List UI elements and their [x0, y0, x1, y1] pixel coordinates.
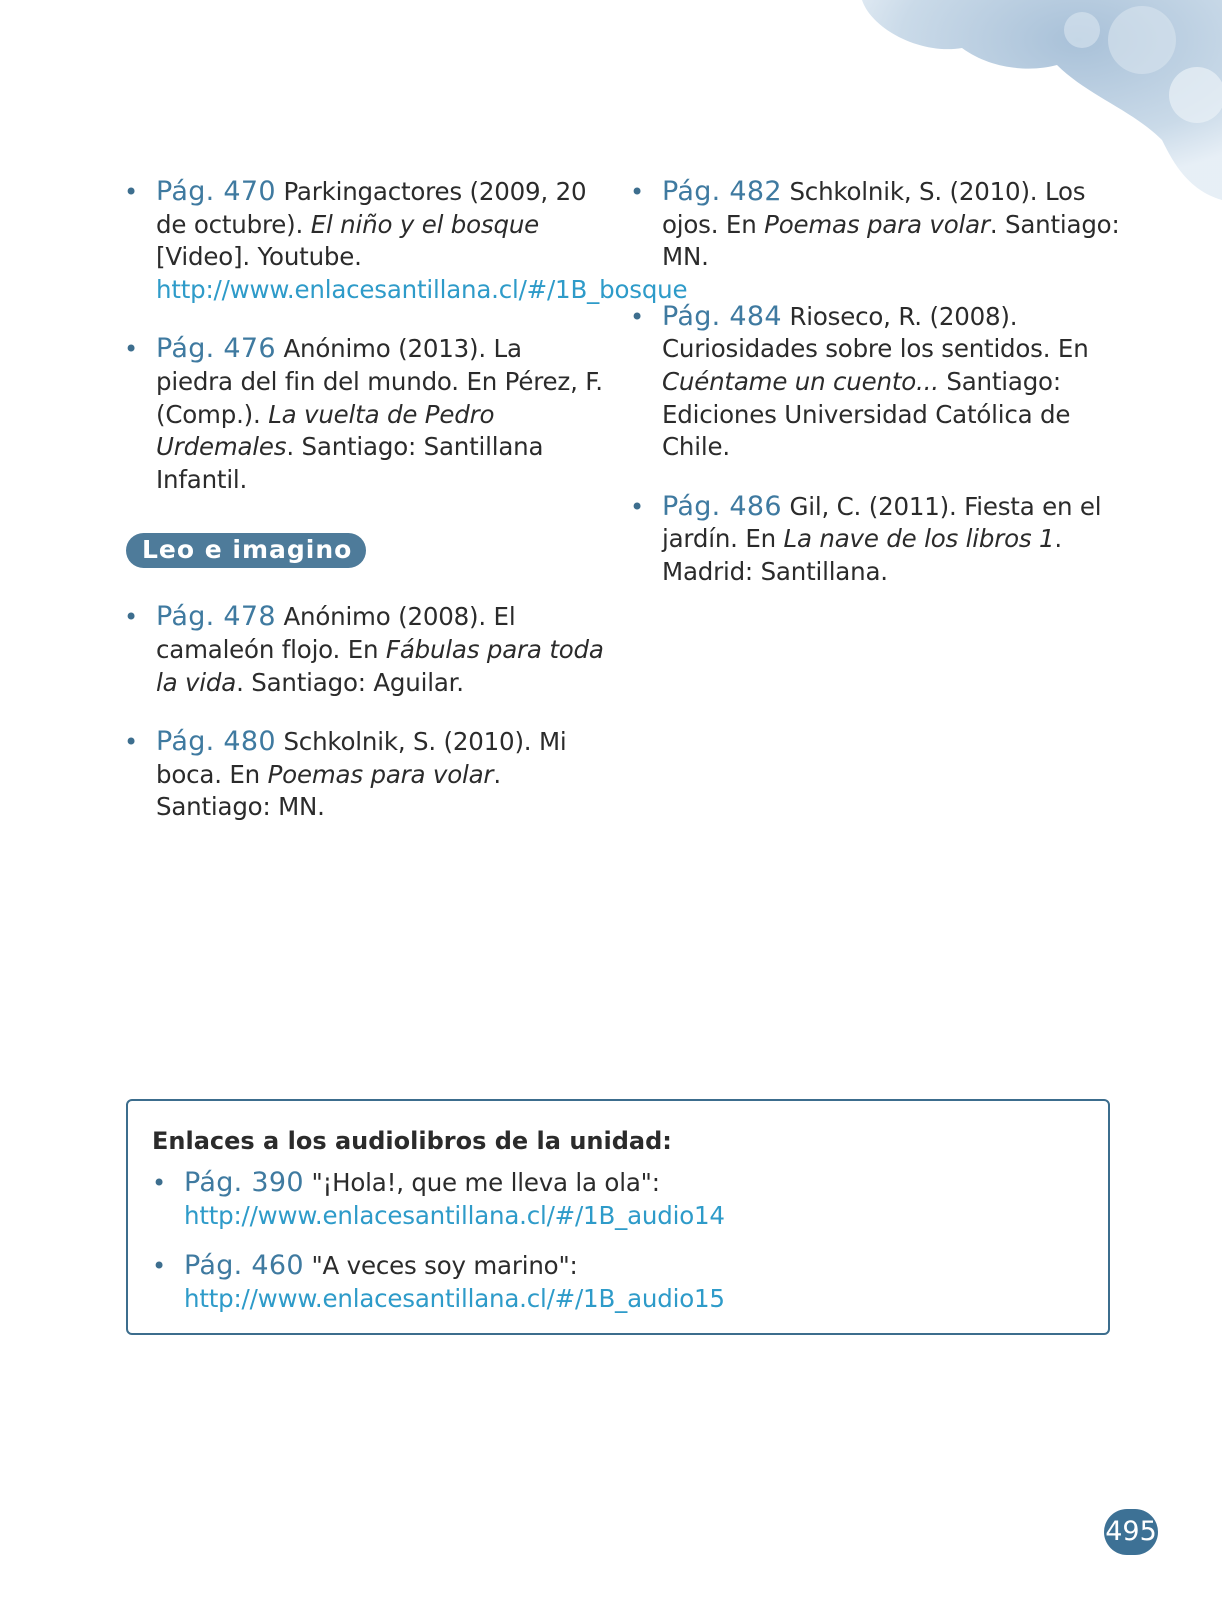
audiobook-link[interactable]: http://www.enlacesantillana.cl/#/1B_audio15	[184, 1283, 725, 1313]
reference-text: Anónimo (2013). La piedra del fin del mundo. En Pérez, F. (Comp.).	[156, 334, 603, 429]
work-title: Cuéntame un cuento...	[662, 366, 939, 396]
page-number: 495	[1104, 1509, 1158, 1555]
audiobook-link[interactable]: http://www.enlacesantillana.cl/#/1B_audio14	[184, 1200, 725, 1230]
reference-text: . Santiago: MN.	[662, 209, 1120, 272]
reference-text: . Santiago: MN.	[156, 759, 501, 822]
reference-text: Rioseco, R. (2008). Curiosidades sobre los sentidos. En	[662, 301, 1089, 364]
reference-item	[630, 491, 1130, 589]
reference-item	[124, 333, 604, 496]
reference-text: Parkingactores (2009, 20 de octubre).	[156, 177, 587, 239]
right-column	[630, 176, 1130, 616]
reference-item	[124, 176, 688, 306]
bullet-icon: •	[630, 302, 644, 331]
page-reference: Pág. 476	[156, 333, 276, 365]
reference-text: . Santiago: Aguilar.	[236, 667, 464, 697]
reference-text: Schkolnik, S. (2010). Mi boca. En	[156, 727, 567, 789]
audiobook-links-box	[126, 1099, 1110, 1335]
reference-text: [Video]. Youtube.	[156, 242, 362, 272]
page-reference: Pág. 482	[662, 176, 782, 207]
section-label-leo-e-imagino: Leo e imagino	[126, 533, 366, 568]
page-reference: Pág. 486	[662, 490, 782, 522]
audiobook-item	[152, 1167, 1084, 1232]
page-reference: Pág. 460	[184, 1250, 304, 1282]
page-reference: Pág. 390	[184, 1167, 304, 1198]
reference-text: Gil, C. (2011). Fiesta en el jardín. En	[662, 491, 1102, 554]
bullet-icon: •	[124, 335, 138, 364]
bullet-icon: •	[152, 1252, 166, 1281]
bullet-icon: •	[630, 492, 644, 521]
reference-link[interactable]: http://www.enlacesantillana.cl/#/1B_bosque	[156, 274, 688, 304]
reference-text: Schkolnik, S. (2010). Los ojos. En	[662, 177, 1086, 239]
watercolor-cloud-decoration	[842, 0, 1222, 200]
bullet-icon: •	[152, 1169, 166, 1197]
audiobook-links-title: Enlaces a los audiolibros de la unidad:	[152, 1127, 672, 1155]
work-title: El niño y el bosque	[310, 209, 540, 239]
reference-text: . Madrid: Santillana.	[662, 524, 1063, 586]
audiobook-title: "A veces soy marino":	[303, 1251, 578, 1281]
bullet-icon: •	[124, 603, 138, 632]
page-reference: Pág. 480	[156, 726, 276, 758]
page-reference: Pág. 478	[156, 601, 276, 633]
audiobook-item	[152, 1250, 1084, 1315]
reference-text: Anónimo (2008). El camaleón flojo. En	[156, 602, 516, 664]
reference-item	[630, 301, 1130, 464]
audiobook-title: "¡Hola!, que me lleva la ola":	[303, 1168, 660, 1197]
reference-item	[124, 601, 604, 699]
page-reference: Pág. 484	[662, 300, 782, 332]
reference-item	[630, 176, 1130, 274]
reference-text: Santiago: Ediciones Universidad Católica de Chile.	[662, 366, 1071, 462]
bullet-icon: •	[630, 178, 644, 206]
left-column	[124, 176, 688, 851]
bullet-icon: •	[124, 178, 138, 206]
page-reference: Pág. 470	[156, 176, 276, 207]
reference-text: . Santiago: Santillana Infantil.	[156, 432, 544, 494]
work-title: Poemas para volar	[764, 209, 990, 239]
work-title: Fábulas para toda la vida	[156, 634, 604, 697]
work-title: Poemas para volar	[267, 759, 494, 789]
work-title: La vuelta de Pedro Urdemales	[156, 399, 495, 462]
reference-item	[124, 726, 604, 824]
bullet-icon: •	[124, 728, 138, 757]
work-title: La nave de los libros 1	[783, 524, 1055, 554]
